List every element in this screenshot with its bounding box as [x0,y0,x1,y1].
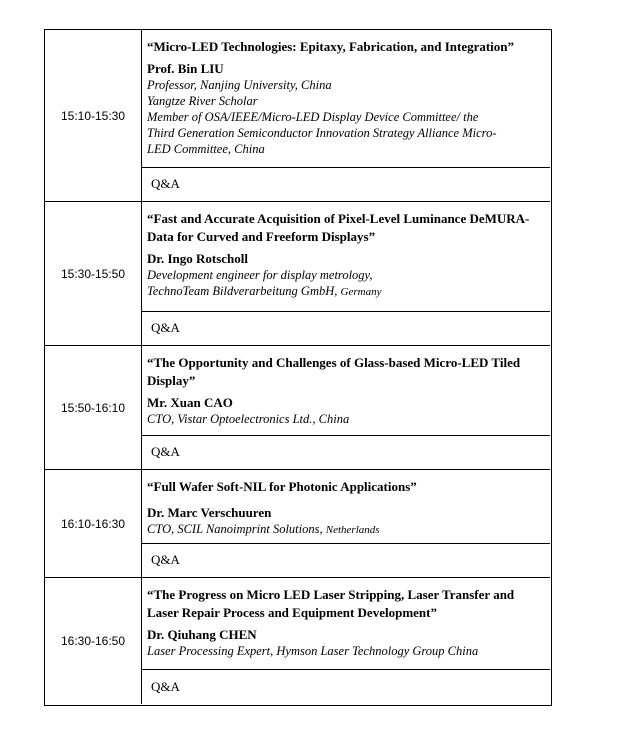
talk-cell [141,30,550,168]
talk-title: “Fast and Accurate Acquisition of Pixel-Level Luminance DeMURA-Data for Curved and Freeform Displays” [147,211,530,244]
affiliation-country: Germany [340,286,382,298]
session-time: 16:30-16:50 [45,578,142,704]
qa-cell: Q&A [151,679,180,694]
talk-cell [141,202,550,312]
affiliation-line: Yangtze River Scholar [147,94,258,108]
talk-title: “Full Wafer Soft-NIL for Photonic Applications” [147,479,417,494]
affiliation-country: Netherlands [325,524,380,536]
speaker-name: Dr. Qiuhang CHEN [147,627,257,642]
session-time: 15:50-16:10 [45,346,142,469]
schedule-table [44,29,552,706]
qa-cell: Q&A [151,444,180,459]
session-block [45,578,550,704]
session-block [45,346,550,470]
talk-cell [141,578,550,670]
speaker-affiliation [147,77,544,157]
session-time: 15:30-15:50 [45,202,142,345]
session-block [45,202,550,346]
affiliation-line: Development engineer for display metrology, [147,268,373,282]
speaker-name: Mr. Xuan CAO [147,395,233,410]
session-block [45,30,550,202]
qa-cell: Q&A [151,176,180,191]
speaker-name: Dr. Marc Verschuuren [147,505,272,520]
session-time: 15:10-15:30 [45,30,142,201]
affiliation-line: LED Committee, China [147,142,265,156]
affiliation-line: Professor, Nanjing University, China [147,78,332,92]
talk-title: “The Progress on Micro LED Laser Stripping, Laser Transfer and Laser Repair Process and Equipment Development” [147,587,515,620]
speaker-name: Dr. Ingo Rotscholl [147,251,249,266]
session-time: 16:10-16:30 [45,470,142,577]
talk-cell [141,346,550,436]
affiliation-text: TechnoTeam Bildverarbeitung GmbH, [147,284,338,298]
affiliation-line: CTO, Vistar Optoelectronics Ltd., China [147,412,350,426]
speaker-affiliation [147,643,544,659]
qa-cell: Q&A [151,320,180,335]
speaker-affiliation [147,267,544,300]
speaker-affiliation [147,411,544,427]
affiliation-line [147,283,544,300]
affiliation-line: Laser Processing Expert, Hymson Laser Technology Group China [147,644,479,658]
affiliation-line [147,521,544,538]
talk-title: “The Opportunity and Challenges of Glass-based Micro-LED Tiled Display” [147,355,521,388]
speaker-affiliation [147,521,544,538]
talk-cell [141,470,550,544]
session-block [45,470,550,578]
affiliation-line: Member of OSA/IEEE/Micro-LED Display Device Committee/ the [147,110,479,124]
talk-title: “Micro-LED Technologies: Epitaxy, Fabrication, and Integration” [147,39,515,54]
speaker-name: Prof. Bin LIU [147,61,224,76]
affiliation-line: Third Generation Semiconductor Innovation Strategy Alliance Micro- [147,126,497,140]
qa-cell: Q&A [151,552,180,567]
affiliation-text: CTO, SCIL Nanoimprint Solutions, [147,522,323,536]
